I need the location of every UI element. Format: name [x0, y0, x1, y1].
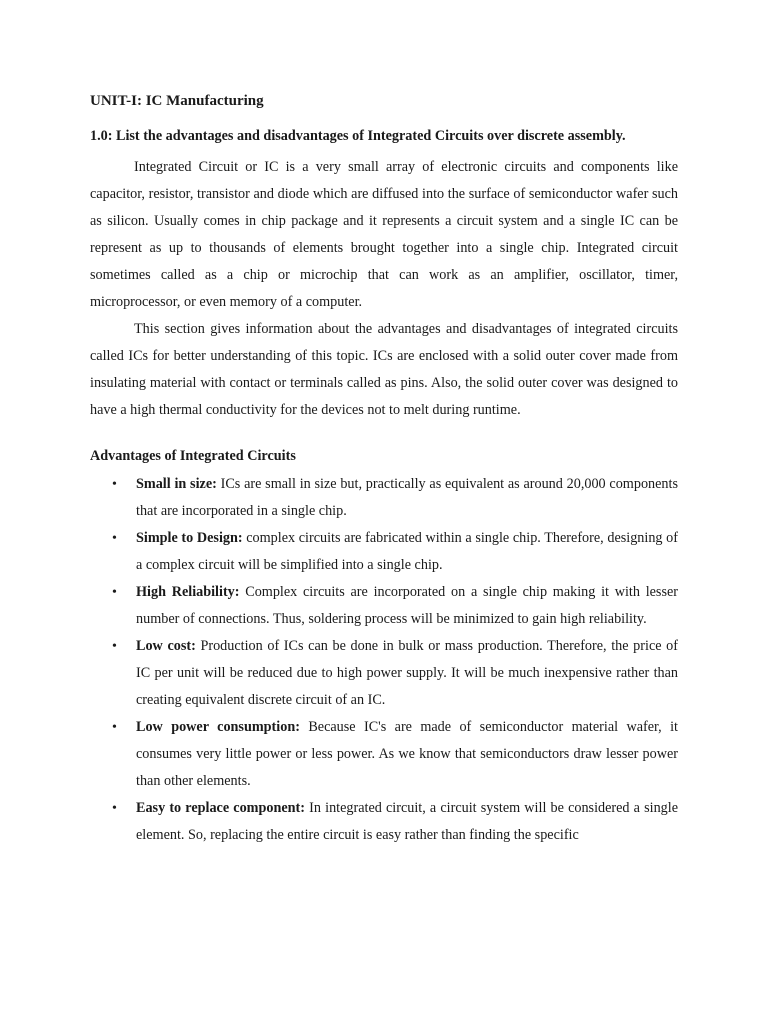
list-item [90, 633, 678, 714]
document-page [90, 88, 678, 849]
bullet-icon: • [112, 585, 117, 600]
unit-title: UNIT-I: IC Manufacturing [90, 93, 264, 109]
bullet-icon: • [112, 639, 117, 654]
advantage-term: Low power consumption: [136, 719, 300, 735]
advantage-text: complex circuits are fabricated within a single chip. Therefore, designing of a complex circuit will be simplified into a single chip. [136, 530, 678, 573]
list-item [90, 795, 678, 849]
advantage-term: Easy to replace component: [136, 800, 306, 816]
advantage-text: Because IC's are made of semiconductor material wafer, it consumes very little power or less power. As we know that semiconductors draw lesser power than other elements. [136, 719, 678, 789]
advantage-term: Small in size: [136, 476, 217, 492]
advantage-text: Production of ICs can be done in bulk or mass production. Therefore, the price of IC per unit will be reduced due to high power supply. It will be much inexpensive rather than creating equivalent discrete circuit of an IC. [136, 638, 678, 708]
advantage-text: Complex circuits are incorporated on a single chip making it with lesser number of connections. Thus, soldering process will be minimized to gain high reliability. [136, 584, 678, 627]
advantage-text: In integrated circuit, a circuit system will be considered a single element. So, replacing the entire circuit is easy rather than finding the specific [136, 800, 678, 843]
advantage-term: Low cost: [136, 638, 196, 654]
bullet-icon: • [112, 477, 117, 492]
bullet-icon: • [112, 720, 117, 735]
advantages-heading: Advantages of Integrated Circuits [90, 448, 296, 464]
bullet-icon: • [112, 801, 117, 816]
section-info-paragraph: This section gives information about the advantages and disadvantages of integrated circuits called ICs for better understanding of this topic. ICs are enclosed with a solid outer cover made from insulating material with contact or terminals called as pins. Also, the solid outer cover was designed to have a high thermal conductivity for the devices not to melt during runtime. [90, 321, 678, 418]
advantage-text: ICs are small in size but, practically as equivalent as around 20,000 components that are incorporated in a single chip. [136, 476, 678, 519]
list-item [90, 714, 678, 795]
advantages-list [90, 471, 678, 849]
intro-paragraph: Integrated Circuit or IC is a very small array of electronic circuits and components like capacitor, resistor, transistor and diode which are diffused into the surface of semiconductor wafer such as silicon. Usually comes in chip package and it represents a circuit system and a single IC can be represent as up to thousands of elements brought together into a single chip. Integrated circuit sometimes called as a chip or microchip that can work as an amplifier, oscillator, timer, microprocessor, or even memory of a computer. [90, 159, 678, 310]
list-item [90, 579, 678, 633]
question-heading: 1.0: List the advantages and disadvantages of Integrated Circuits over discrete assembly. [90, 128, 626, 144]
bullet-icon: • [112, 531, 117, 546]
advantage-term: High Reliability: [136, 584, 240, 600]
advantage-term: Simple to Design: [136, 530, 243, 546]
list-item [90, 525, 678, 579]
list-item [90, 471, 678, 525]
